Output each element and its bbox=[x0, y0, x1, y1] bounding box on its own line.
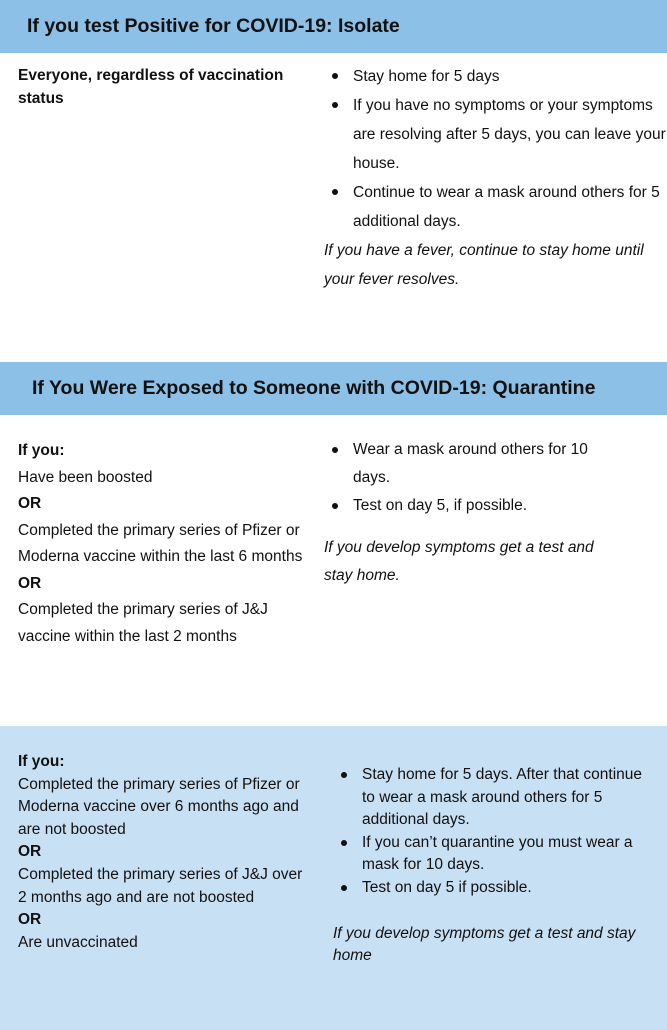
isolate-bullet-list bbox=[324, 62, 667, 236]
isolate-fever-note: If you have a fever, continue to stay home until your fever resolves. bbox=[324, 242, 644, 288]
list-item: Wear a mask around others for 10 days. bbox=[324, 436, 624, 492]
group2-heading: If you: bbox=[18, 753, 65, 770]
group1-criteria bbox=[18, 438, 308, 650]
group2-or: OR bbox=[18, 911, 42, 929]
group1-criterion: Completed the primary series of Pfizer or Moderna vaccine within the last 6 months bbox=[18, 521, 303, 565]
group1-or: OR bbox=[18, 495, 42, 512]
group2-criteria bbox=[18, 751, 308, 954]
group2-symptoms-note: If you develop symptoms get a test and stay home bbox=[333, 924, 636, 965]
group1-criterion: Completed the primary series of J&J vaccine within the last 2 months bbox=[18, 601, 268, 645]
quarantine-title: If You Were Exposed to Someone with COVID-19: Quarantine bbox=[32, 377, 596, 399]
list-item: Stay home for 5 days bbox=[324, 62, 667, 91]
group1-bullet-list bbox=[324, 436, 624, 520]
group2-bullet-list bbox=[333, 764, 658, 900]
group2-criterion: Completed the primary series of J&J over 2 months ago and are not boosted bbox=[18, 865, 303, 906]
quarantine-banner bbox=[0, 362, 667, 415]
list-item: Test on day 5, if possible. bbox=[324, 492, 624, 520]
group1-criterion: Have been boosted bbox=[18, 468, 153, 486]
list-item: Test on day 5 if possible. bbox=[333, 877, 658, 900]
list-item: Stay home for 5 days. After that continue to wear a mask around others for 5 additional days. bbox=[333, 764, 658, 832]
isolate-audience: Everyone, regardless of vaccination status bbox=[18, 67, 284, 107]
group1-heading: If you: bbox=[18, 442, 65, 459]
group1-or: OR bbox=[18, 574, 42, 592]
group2-or: OR bbox=[18, 843, 42, 861]
group1-instructions bbox=[324, 436, 624, 590]
isolate-banner bbox=[0, 0, 667, 53]
list-item: If you can’t quarantine you must wear a mask for 10 days. bbox=[333, 832, 658, 877]
group2-criterion: Are unvaccinated bbox=[18, 933, 138, 951]
isolate-instructions bbox=[324, 62, 667, 294]
list-item: Continue to wear a mask around others for 5 additional days. bbox=[324, 178, 667, 236]
list-item: If you have no symptoms or your symptoms are resolving after 5 days, you can leave your house. bbox=[324, 91, 667, 178]
group2-criterion: Completed the primary series of Pfizer or Moderna vaccine over 6 months ago and are not boosted bbox=[18, 775, 300, 838]
isolate-title: If you test Positive for COVID-19: Isolate bbox=[27, 15, 400, 37]
group2-instructions bbox=[333, 764, 658, 968]
group1-symptoms-note: If you develop symptoms get a test and stay home. bbox=[324, 539, 594, 584]
